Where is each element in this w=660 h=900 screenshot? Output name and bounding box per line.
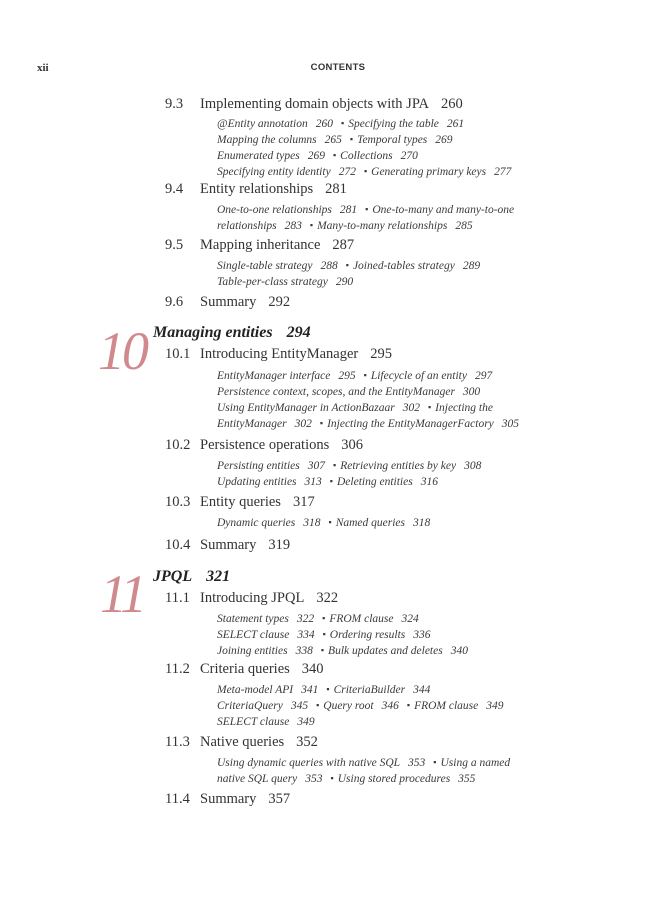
subitem[interactable]: Query root xyxy=(323,700,374,712)
toc-subitems xyxy=(217,755,510,787)
subitem[interactable]: Lifecycle of an entity xyxy=(370,370,467,382)
subitem-line: CriteriaQuery 345 ▪ Query root 346 ▪ FROM clause 349 xyxy=(217,700,504,712)
section-number: 10.3 xyxy=(165,494,191,510)
subitem-line: Persistence context, scopes, and the EntityManager 300 xyxy=(217,386,481,398)
bullet-icon: ▪ xyxy=(319,418,324,428)
chapter-number-10: 10 xyxy=(98,321,146,381)
section-number: 9.6 xyxy=(165,294,184,310)
bullet-icon: ▪ xyxy=(322,629,326,639)
section-number: 10.2 xyxy=(165,437,191,453)
subitem[interactable]: Using EntityManager in ActionBazaar xyxy=(217,402,395,414)
subitem[interactable]: Using stored procedures xyxy=(337,773,451,785)
section-title: Criteria queries 340 xyxy=(200,661,324,677)
subitem[interactable]: Using a named xyxy=(440,757,511,769)
section-number: 9.4 xyxy=(165,181,184,197)
subitem[interactable]: EntityManager xyxy=(217,418,287,430)
subitem[interactable]: Joining entities xyxy=(217,645,288,657)
toc-subitems xyxy=(217,368,523,432)
subitem-line: Using EntityManager in ActionBazaar 302 ▪ Injecting the xyxy=(217,402,493,414)
subitem[interactable]: CriteriaBuilder xyxy=(333,684,406,696)
subitem-line: Dynamic queries 318 ▪ Named queries 318 xyxy=(217,517,431,529)
section-title: Mapping inheritance 287 xyxy=(200,237,355,253)
subitem-line: Updating entities 313 ▪ Deleting entities 316 xyxy=(217,476,438,488)
subitem[interactable]: Dynamic queries xyxy=(217,517,296,529)
subitem-line: native SQL query 353 ▪ Using stored procedures 355 xyxy=(217,773,476,785)
section-page: 357 xyxy=(268,791,291,807)
subitem[interactable]: Collections xyxy=(340,150,393,162)
subitem[interactable]: Persisting entities xyxy=(217,460,300,472)
subitem[interactable]: Injecting the xyxy=(435,402,493,414)
subitem[interactable]: FROM clause xyxy=(329,613,394,625)
subitem[interactable]: relationships xyxy=(217,220,277,232)
subitem[interactable]: SELECT clause xyxy=(217,716,290,728)
subitem[interactable]: One-to-many and many-to-one xyxy=(372,204,515,216)
bullet-icon: ▪ xyxy=(349,134,354,144)
section-page: 260 xyxy=(441,96,463,112)
section-title: Implementing domain objects with JPA 260 xyxy=(200,96,463,112)
section-number: 9.5 xyxy=(165,237,184,253)
section-title: Persistence operations 306 xyxy=(200,437,364,453)
bullet-icon: ▪ xyxy=(433,757,437,767)
section-title: Entity queries 317 xyxy=(200,494,315,510)
bullet-icon: ▪ xyxy=(329,476,333,486)
toc-chapter-10[interactable]: Managing entities 294 xyxy=(153,324,311,341)
section-page: 317 xyxy=(292,494,315,510)
subitem[interactable]: Ordering results xyxy=(329,629,406,641)
subitem[interactable]: Retrieving entities by key xyxy=(340,460,457,472)
subitem[interactable]: FROM clause xyxy=(414,700,479,712)
bullet-icon: ▪ xyxy=(363,370,367,380)
subitem-line: Table-per-class strategy 290 xyxy=(217,276,354,288)
subitem-line: Mapping the columns 265 ▪ Temporal types 269 xyxy=(217,134,453,146)
subitem[interactable]: Bulk updates and deletes xyxy=(328,645,443,657)
section-title: Introducing JPQL 322 xyxy=(200,590,339,606)
toc-subitems xyxy=(217,202,514,234)
subitem[interactable]: Table-per-class strategy xyxy=(217,276,328,288)
section-number: 9.3 xyxy=(165,96,184,112)
subitem-line: Single-table strategy 288 ▪ Joined-tables strategy 289 xyxy=(217,260,481,272)
subitem-line: SELECT clause 349 xyxy=(217,716,315,728)
bullet-icon: ▪ xyxy=(328,517,332,527)
section-number: 11.2 xyxy=(165,661,190,677)
subitem[interactable]: Updating entities xyxy=(217,476,297,488)
subitem[interactable]: Specifying the table xyxy=(348,118,439,130)
subitem[interactable]: Single-table strategy xyxy=(217,260,313,272)
subitem-line: EntityManager interface 295 ▪ Lifecycle of an entity 297 xyxy=(217,370,493,382)
bullet-icon: ▪ xyxy=(320,645,325,655)
subitem[interactable]: @Entity annotation xyxy=(217,118,308,130)
chapter-page: 294 xyxy=(286,324,311,341)
bullet-icon: ▪ xyxy=(341,118,345,128)
bullet-icon: ▪ xyxy=(316,700,320,710)
subitem-line: Joining entities 338 ▪ Bulk updates and deletes 340 xyxy=(217,645,468,657)
running-head: CONTENTS xyxy=(310,62,366,73)
section-title: Summary 357 xyxy=(200,791,291,807)
section-number: 11.4 xyxy=(165,791,190,807)
section-page: 319 xyxy=(268,537,291,553)
bullet-icon: ▪ xyxy=(332,150,337,160)
subitem-line: Statement types 322 ▪ FROM clause 324 xyxy=(217,613,419,625)
toc-subitems xyxy=(217,611,472,659)
section-page: 281 xyxy=(325,181,347,197)
subitem[interactable]: CriteriaQuery xyxy=(217,700,283,712)
section-page: 292 xyxy=(268,294,291,310)
bullet-icon: ▪ xyxy=(363,166,368,176)
section-page: 322 xyxy=(316,590,339,606)
subitem-line: Using dynamic queries with native SQL 353 ▪ Using a named xyxy=(217,757,511,769)
subitem[interactable]: Mapping the columns xyxy=(217,134,317,146)
bullet-icon: ▪ xyxy=(322,613,326,623)
section-page: 287 xyxy=(332,237,355,253)
section-page: 352 xyxy=(296,734,318,750)
subitem[interactable]: Many-to-many relationships xyxy=(317,220,448,232)
toc-subitems xyxy=(217,458,485,490)
section-title: Native queries 352 xyxy=(200,734,318,750)
bullet-icon: ▪ xyxy=(406,700,411,710)
subitem-line: relationships 283 ▪ Many-to-many relationships 285 xyxy=(217,220,473,232)
subitem[interactable]: Using dynamic queries with native SQL xyxy=(217,757,401,769)
subitem[interactable]: Persistence context, scopes, and the EntityManager xyxy=(217,386,455,398)
section-title: Entity relationships 281 xyxy=(200,181,347,197)
subitem[interactable]: One-to-one relationships xyxy=(217,204,332,216)
toc-subitems xyxy=(217,116,515,180)
subitem[interactable]: EntityManager interface xyxy=(217,370,331,382)
subitem-line: SELECT clause 334 ▪ Ordering results 336 xyxy=(217,629,431,641)
subitem[interactable]: Named queries xyxy=(335,517,406,529)
subitem[interactable]: native SQL query xyxy=(217,773,298,785)
section-number: 10.4 xyxy=(165,537,191,553)
section-number: 11.1 xyxy=(165,590,190,606)
section-page: 340 xyxy=(301,661,324,677)
section-title: Introducing EntityManager 295 xyxy=(200,346,392,362)
chapter-number-11: 11 xyxy=(100,564,144,624)
bullet-icon: ▪ xyxy=(330,773,334,783)
subitem-line: Specifying entity identity 272 ▪ Generating primary keys 277 xyxy=(217,166,512,178)
subitem[interactable]: Temporal types xyxy=(357,134,428,146)
subitem[interactable]: Deleting entities xyxy=(337,476,413,488)
subitem-line: @Entity annotation 260 ▪ Specifying the table 261 xyxy=(217,118,465,130)
bullet-icon: ▪ xyxy=(326,684,330,694)
bullet-icon: ▪ xyxy=(309,220,314,230)
bullet-icon: ▪ xyxy=(427,402,432,412)
subitem-line: EntityManager 302 ▪ Injecting the EntityManagerFactory 305 xyxy=(217,418,520,430)
subitem-line: One-to-one relationships 281 ▪ One-to-many and many-to-one xyxy=(217,204,515,216)
section-page: 306 xyxy=(341,437,364,453)
toc-subitems xyxy=(217,682,508,730)
subitem[interactable]: Enumerated types xyxy=(217,150,300,162)
subitem-line: Enumerated types 269 ▪ Collections 270 xyxy=(217,150,418,162)
subitem-line: Meta-model API 341 ▪ CriteriaBuilder 344 xyxy=(217,684,431,696)
section-title: Summary 292 xyxy=(200,294,291,310)
subitem[interactable]: Generating primary keys xyxy=(371,166,487,178)
page-number: xii xyxy=(37,62,49,74)
subitem-line: Persisting entities 307 ▪ Retrieving entities by key 308 xyxy=(217,460,482,472)
bullet-icon: ▪ xyxy=(345,260,349,270)
section-number: 10.1 xyxy=(165,346,191,362)
section-number: 11.3 xyxy=(165,734,190,750)
toc-subitems xyxy=(217,515,434,531)
chapter-page: 321 xyxy=(206,568,231,585)
toc-subitems xyxy=(217,258,484,290)
bullet-icon: ▪ xyxy=(365,204,369,214)
section-title: Summary 319 xyxy=(200,537,291,553)
subitem[interactable]: Meta-model API xyxy=(217,684,294,696)
subitem[interactable]: Statement types xyxy=(217,613,289,625)
subitem[interactable]: SELECT clause xyxy=(217,629,290,641)
subitem[interactable]: Injecting the EntityManagerFactory xyxy=(327,418,494,430)
toc-chapter-11[interactable]: JPQL 321 xyxy=(153,568,231,585)
subitem[interactable]: Specifying entity identity xyxy=(217,166,331,178)
section-page: 295 xyxy=(370,346,392,362)
bullet-icon: ▪ xyxy=(332,460,337,470)
subitem[interactable]: Joined-tables strategy xyxy=(352,260,455,272)
